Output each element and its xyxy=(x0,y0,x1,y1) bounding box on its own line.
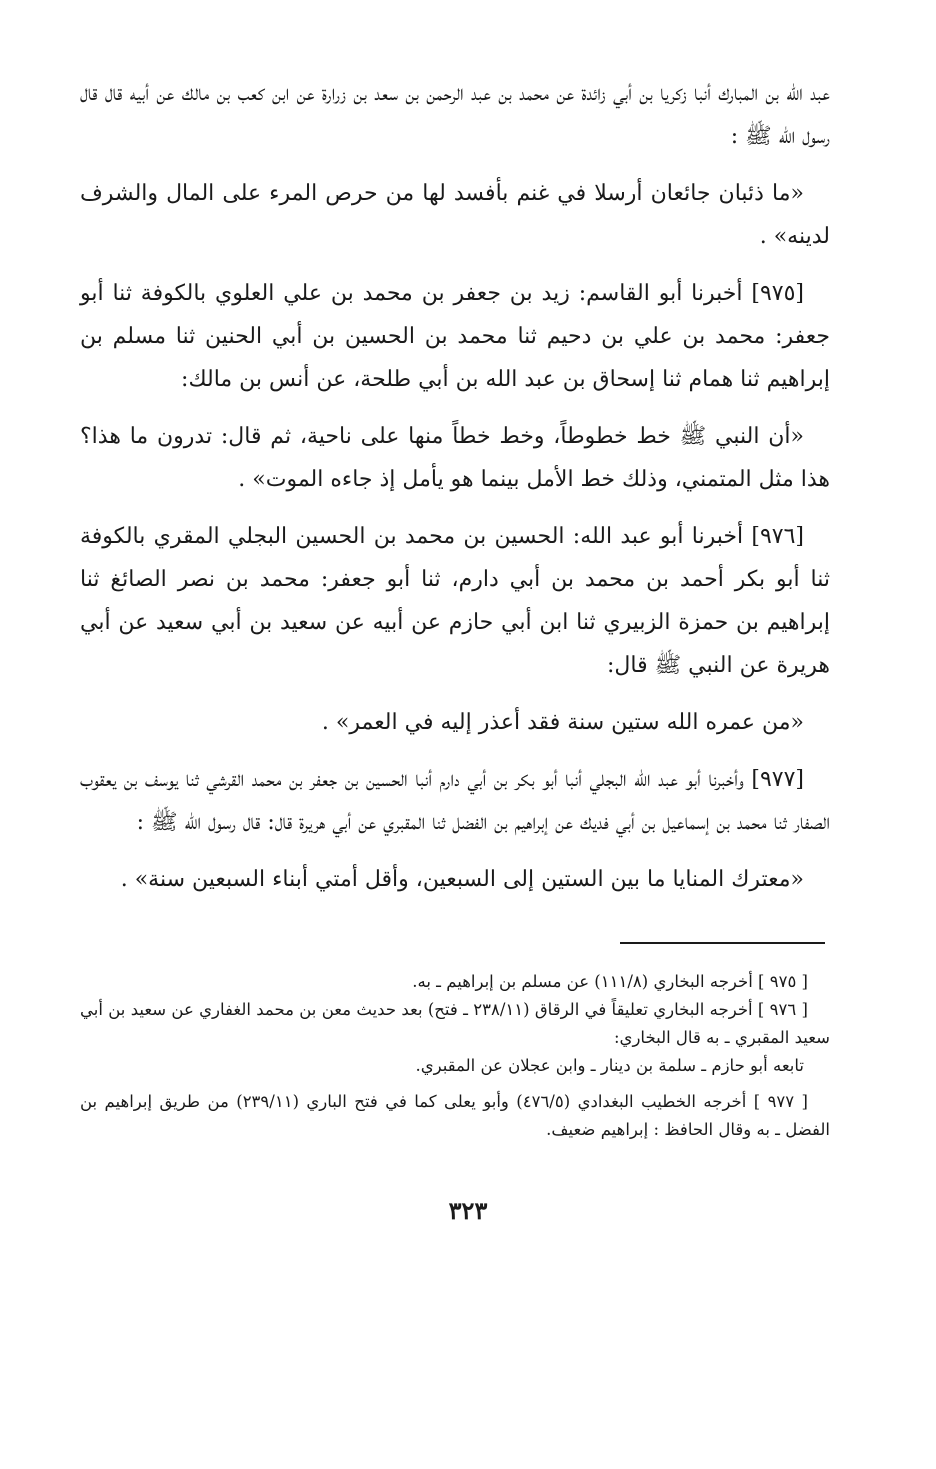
page-number: ٣٢٣ xyxy=(448,1196,488,1225)
paragraph-isnad-continuation: عبد الله بن المبارك أنبا زكريا بن أبي زائدة عن محمد بن عبد الرحمن بن سعد بن زرارة عن ابن كعب بن مالك عن أبيه قال قال رسول الله ﷺ : xyxy=(80,81,830,149)
footnote-975: [ ٩٧٥ ] أخرجه البخاري (١١١/٨) عن مسلم بن إبراهيم ـ به. xyxy=(412,972,808,991)
hadith-975-isnad: [٩٧٥] أخبرنا أبو القاسم: زيد بن جعفر بن محمد بن علي العلوي بالكوفة ثنا أبو جعفر: محمد بن علي بن دحيم ثنا محمد بن الحسين بن أبي الحنين ثنا مسلم بن إبراهيم ثنا همام ثنا إسحاق بن عبد الله بن أبي طلحة، عن أنس بن مالك: xyxy=(80,281,830,392)
hadith-977-text: «معترك المنايا ما بين الستين إلى السبعين، وأقل أمتي أبناء السبعين سنة» . xyxy=(120,867,804,892)
footnote-divider xyxy=(620,942,825,944)
footnote-976: [ ٩٧٦ ] أخرجه البخاري تعليقاً في الرقاق (٢٣٨/١١ ـ فتح) بعد حديث معن بن محمد الغفاري عن سعيد بن أبي سعيد المقبري ـ به قال البخاري: xyxy=(80,1000,830,1047)
footnote-976-continuation: تابعه أبو حازم ـ سلمة بن دينار ـ وابن عجلان عن المقبري. xyxy=(415,1056,804,1075)
hadith-975-text: «أن النبي ﷺ خط خطوطاً، وخط خطاً منها على ناحية، ثم قال: تدرون ما هذا؟ هذا مثل المتمني، وذلك خط الأمل بينما هو يأمل إذ جاءه الموت» . xyxy=(80,424,830,492)
main-text xyxy=(80,72,830,915)
footnote-977: [ ٩٧٧ ] أخرجه الخطيب البغدادي (٤٧٦/٥) وأبو يعلى كما في فتح الباري (٢٣٩/١١) من طريق إبراهيم بن الفضل ـ به وقال الحافظ : إبراهيم ضعيف. xyxy=(80,1092,830,1139)
hadith-977-isnad: [٩٧٧] وأخبرنا أبو عبد الله البجلي أنبا أبو بكر بن أبي دارم أنبا الحسين بن جعفر بن محمد القرشي ثنا يوسف بن يعقوب الصفار ثنا محمد بن إسماعيل بن أبي فديك عن إبراهيم بن الفضل ثنا المقبري عن أبي هريرة قال: قال رسول الله ﷺ : xyxy=(80,767,830,835)
hadith-text: «ما ذئبان جائعان أرسلا في غنم بأفسد لها من حرص المرء على المال والشرف لدينه» . xyxy=(80,181,830,249)
footnotes xyxy=(80,968,830,1144)
hadith-976-text: «من عمره الله ستين سنة فقد أعذر إليه في العمر» . xyxy=(321,710,804,735)
hadith-976-isnad: [٩٧٦] أخبرنا أبو عبد الله: الحسين بن محمد بن الحسين البجلي المقري بالكوفة ثنا أبو بكر أحمد بن محمد بن أبي دارم، ثنا أبو جعفر: محمد بن نصر الصائغ ثنا إبراهيم بن حمزة الزبيري ثنا ابن أبي حازم عن أبيه عن سعيد بن أبي سعيد عن أبي هريرة عن النبي ﷺ قال: xyxy=(80,524,830,678)
